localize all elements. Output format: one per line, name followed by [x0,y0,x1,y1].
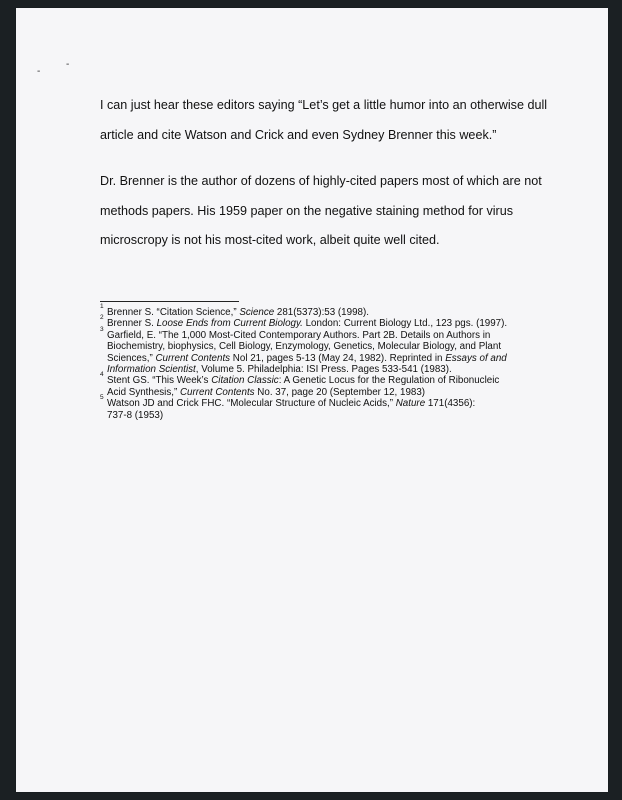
footnote-number: 4 [100,371,104,379]
footnote-text: Biochemistry, biophysics, Cell Biology, Enzymology, Genetics, Molecular Biology, and Plant [107,341,502,353]
footnote-4 [100,371,540,398]
italic-text: Citation Classic [211,375,279,387]
footnote-text: Sciences,” [107,352,156,364]
footnote-line [107,375,540,386]
document-page [16,8,608,792]
text-line: methods papers. His 1959 paper on the negative staining method for virus [100,203,514,218]
footnote-text: Nol 21, pages 5-13 (May 24, 1982). Reprinted in [230,352,446,364]
footnote-1 [100,303,540,318]
footnote-text: 737-8 (1953) [107,409,164,421]
footnote-number: 5 [100,394,104,402]
footnote-5 [100,394,540,421]
footnote-3 [100,325,540,376]
footnote-number: 3 [100,325,104,333]
italic-text: Current Contents [179,386,255,398]
stray-mark: - [37,66,41,77]
footnote-line [107,398,540,409]
text-line: microscropy is not his most-cited work, albeit quite well cited. [100,233,440,247]
footnote-text: Watson JD and Crick FHC. “Molecular Structure of Nucleic Acids,” [107,398,396,410]
paragraph-1 [100,91,570,150]
paragraph-2 [100,167,570,256]
footnote-text: Acid Synthesis,” [107,386,180,398]
footnote-line [107,353,540,364]
footnote-line [107,307,540,318]
footnote-text: 281(5373):53 (1998). [274,307,369,318]
footnote-number: 1 [100,303,104,310]
italic-text: Loose Ends from Current Biology. [156,318,303,330]
footnote-line [107,318,540,329]
footnote-line [107,341,540,352]
footnote-number: 2 [100,314,104,322]
footnote-text: : A Genetic Locus for the Regulation of Ribonucleic [278,375,500,387]
footnote-text: Brenner S. “Citation Science,” [107,307,240,318]
body-text [100,91,570,273]
footnote-text: London: Current Biology Ltd., 123 pgs. (1997). [302,318,508,330]
footnote-text: 171(4356): [425,398,476,410]
footnote-2 [100,314,540,330]
footnote-divider [100,301,239,302]
footnote-line [107,364,540,375]
italic-text: Essays of and [445,352,507,364]
footnote-line [107,330,540,341]
text-line: Dr. Brenner is the author of dozens of highly-cited papers most of which are not [100,174,542,188]
footnote-text: Garfield, E. “The 1,000 Most-Cited Contemporary Authors. Part 2B. Details on Authors in [107,329,491,341]
footnote-line [107,387,540,398]
italic-text: Current Contents [155,352,231,364]
text-line: article and cite Watson and Crick and even Sydney Brenner this week.” [100,127,497,142]
text-line: I can just hear these editors saying “Let’s get a little humor into an otherwise dull [100,98,548,112]
footnotes [100,303,540,421]
italic-text: Science [239,307,275,318]
italic-text: Information Scientist [107,364,196,376]
stray-mark: - [66,59,70,70]
footnote-text: No. 37, page 20 (September 12, 1983) [254,386,426,398]
footnote-text: , Volume 5. Philadelphia: ISI Press. Pages 533-541 (1983). [195,364,452,376]
footnote-text: Stent GS. “This Week’s [107,375,212,387]
italic-text: Nature [395,398,426,410]
footnote-text: Brenner S. [107,318,157,330]
footnote-line [107,410,540,421]
